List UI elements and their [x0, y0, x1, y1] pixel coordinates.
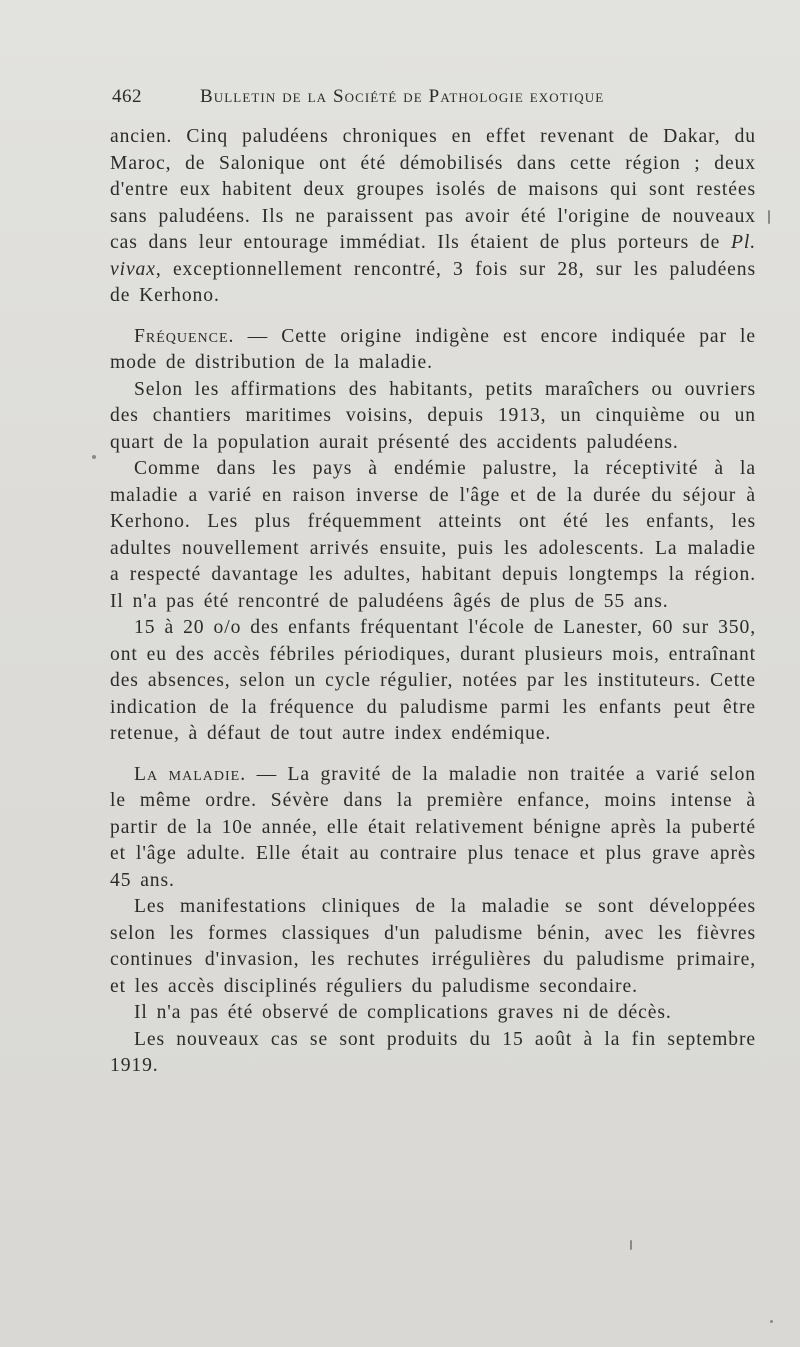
body-text — [110, 124, 756, 1080]
scan-speck — [630, 1240, 632, 1250]
paragraph-2 — [110, 324, 756, 377]
paragraph-5: 15 à 20 o/o des enfants fréquentant l'école de Lanester, 60 sur 350, ont eu des accès fébriles périodiques, durant plusieurs mois, entraînant des absences, selon un cycle régulier, notées par les instituteurs. Cette indication de la fréquence du paludisme parmi les enfants peut être retenue, à défaut de tout autre index endémique. — [110, 617, 756, 744]
paragraph-6 — [110, 762, 756, 895]
section-heading-maladie: La maladie. — [134, 763, 247, 785]
section-heading-frequence: Fréquence. — [134, 325, 235, 347]
paragraph-text: — Cette origine indigène est encore indiquée par le mode de distribution de la maladie. — [110, 325, 756, 373]
running-title: Bulletin de la Société de Pathologie exotique — [200, 86, 605, 107]
paragraph-3: Selon les affirmations des habitants, petits maraîchers ou ouvriers des chantiers maritimes voisins, depuis 1913, un cinquième ou un quart de la population aurait présenté des accidents paludéens. — [110, 378, 756, 453]
scan-speck — [768, 210, 770, 224]
paragraph-text: ancien. Cinq paludéens chroniques en effet revenant de Dakar, du Maroc, de Salonique ont été démobilisés dans cette région ; deux d'entre eux habitent deux groupes isolés de maisons qui sont restées sans paludéens. Ils ne paraissent pas avoir été l'origine de nouveaux cas dans leur entourage immédiat. Ils étaient de plus porteurs de — [110, 126, 756, 253]
species-name: Pl. vivax — [110, 232, 756, 280]
paragraph-4: Comme dans les pays à endémie palustre, la réceptivité à la maladie a varié en raison inverse de l'âge et de la durée du séjour à Kerhono. Les plus fréquemment atteints ont été les enfants, les adultes nouvellement arrivés ensuite, puis les adolescents. La maladie a respecté davantage les adultes, habitant depuis longtemps la région. Il n'a pas été rencontré de paludéens âgés de plus de 55 ans. — [110, 458, 756, 612]
paragraph-text: — La gravité de la maladie non traitée a varié selon le même ordre. Sévère dans la première enfance, moins intense à partir de la 10e année, elle était relativement bénigne après la puberté et l'âge adulte. Elle était au contraire plus tenace et plus grave après 45 ans. — [110, 763, 756, 891]
scan-speck — [770, 1320, 773, 1323]
paragraph-1 — [110, 124, 756, 310]
paragraph-text: , exceptionnellement rencontré, 3 fois sur 28, sur les paludéens de Kerhono. — [110, 258, 756, 306]
page-number: 462 — [112, 86, 142, 107]
scan-speck — [92, 455, 96, 459]
paragraph-8: Il n'a pas été observé de complications graves ni de décès. — [134, 1002, 672, 1023]
paragraph-7: Les manifestations cliniques de la maladie se sont développées selon les formes classiques d'un paludisme bénin, avec les fièvres continues d'invasion, les rechutes irrégulières du paludisme primaire, et les accès disciplinés réguliers du paludisme secondaire. — [110, 896, 756, 997]
paragraph-9: Les nouveaux cas se sont produits du 15 août à la fin septembre 1919. — [110, 1028, 756, 1076]
page-header — [112, 86, 672, 110]
